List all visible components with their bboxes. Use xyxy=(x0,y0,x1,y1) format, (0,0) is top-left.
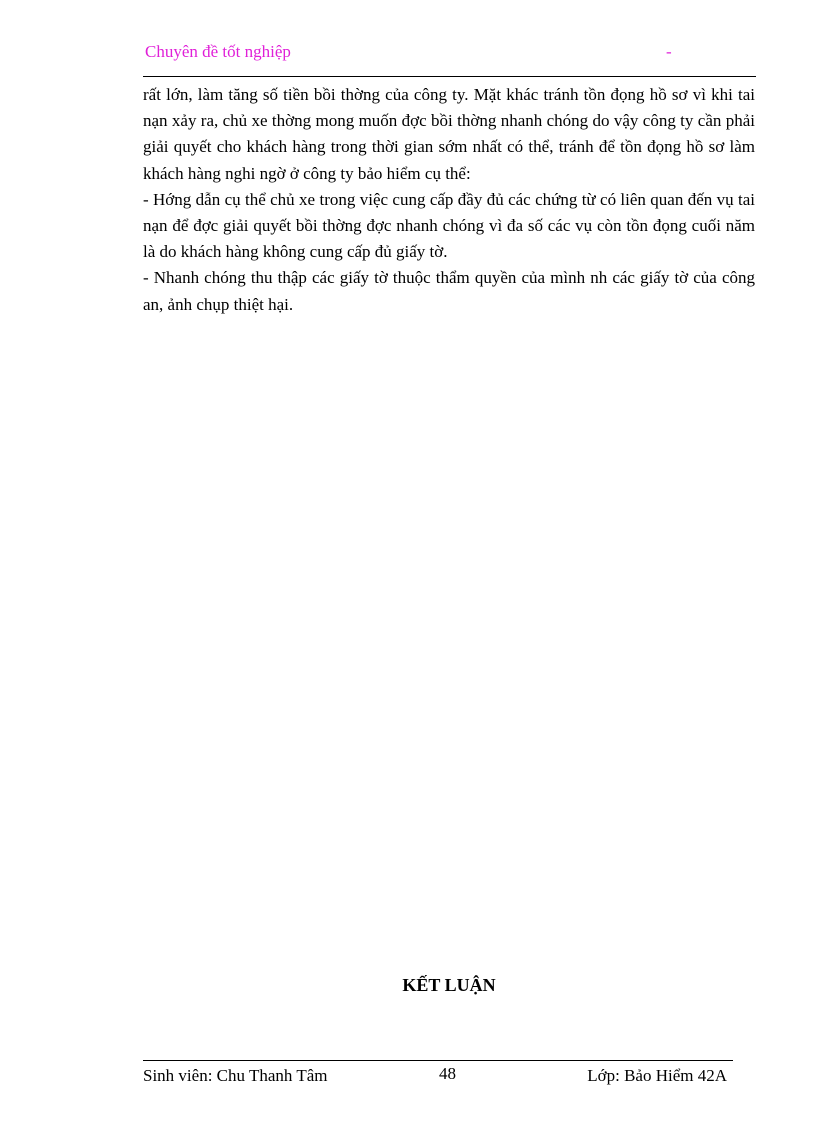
page-number: 48 xyxy=(439,1064,456,1083)
page-footer xyxy=(143,1064,733,1090)
header-rule xyxy=(143,76,756,77)
header-dash: - xyxy=(666,42,672,61)
section-heading: KẾT LUẬN xyxy=(402,975,496,995)
paragraph-2: - Hớng dẫn cụ thể chủ xe trong việc cung cấp đầy đủ các chứng từ có liên quan đến vụ tai nạn để đợc giải quyết bồi thờng đợc nhanh chóng vì đa số các vụ còn tồn đọng cuối năm là do khách hàng không cung cấp đủ giấy tờ. xyxy=(143,189,755,262)
paragraph-1: rất lớn, làm tăng số tiền bồi thờng của công ty. Mặt khác tránh tồn đọng hồ sơ vì khi tai nạn xảy ra, chủ xe thờng mong muốn đợc bồi thờng nhanh chóng do vậy công ty cần phải giải quyết cho khách hàng trong thời gian sớm nhất có thể, tránh để tồn đọng hồ sơ làm khách hàng nghi ngờ ở công ty bảo hiểm cụ thể: xyxy=(143,85,755,183)
header-title: Chuyên đề tốt nghiệp xyxy=(145,42,291,61)
footer-student: Sinh viên: Chu Thanh Tâm xyxy=(143,1066,328,1085)
paragraph-3: - Nhanh chóng thu thập các giấy tờ thuộc thẩm quyền của mình nh các giấy tờ của công an, ảnh chụp thiệt hại. xyxy=(143,268,755,314)
footer-class: Lớp: Bảo Hiểm 42A xyxy=(587,1066,727,1085)
footer-rule xyxy=(143,1060,733,1061)
page-header xyxy=(145,40,755,68)
body-text xyxy=(143,82,755,318)
